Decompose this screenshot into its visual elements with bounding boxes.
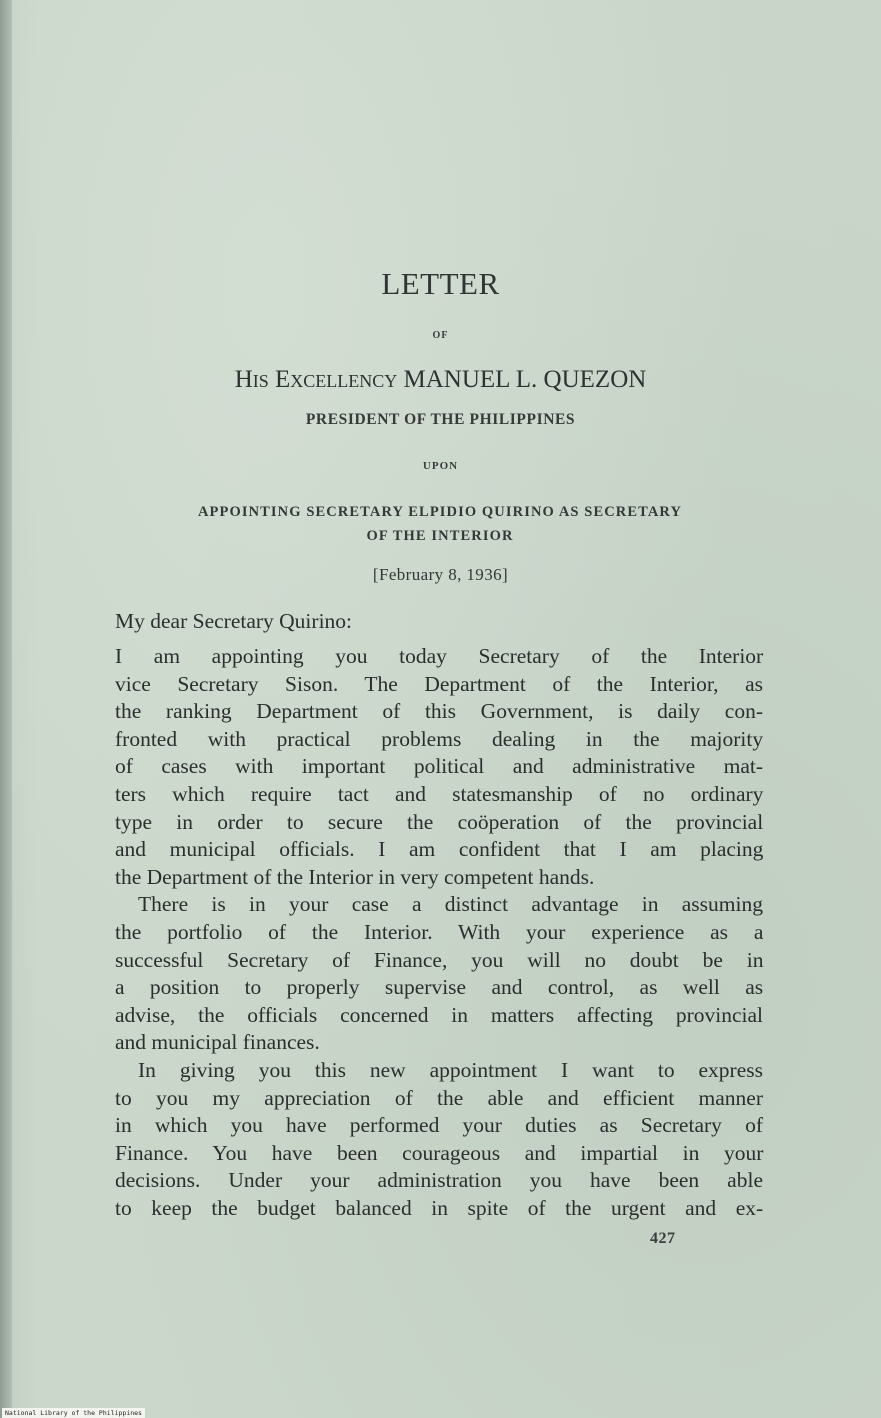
document-title: LETTER: [381, 266, 500, 301]
subject-connector-upon: UPON: [422, 460, 459, 472]
body-line: of cases with important political and administrative mat-: [115, 754, 763, 779]
body-line: decisions. Under your administration you have been able: [115, 1168, 763, 1193]
author-name: MANUEL L. QUEZON: [403, 366, 647, 393]
body-line: successful Secretary of Finance, you will no doubt be in: [115, 947, 764, 972]
body-line: There is in your case a distinct advantage in assuming: [138, 892, 763, 917]
author-honorific: His Excellency: [234, 366, 398, 393]
letter-subject: [108, 500, 772, 548]
body-line: to keep the budget balanced in spite of the urgent and ex-: [115, 1195, 764, 1220]
paragraph-3: [115, 1057, 763, 1223]
body-line: to you my appreciation of the able and efficient manner: [115, 1085, 763, 1110]
paragraph-1: [115, 643, 763, 891]
subject-line-2: OF THE INTERIOR: [366, 528, 514, 544]
body-line: and municipal officials. I am confident that I am placing: [115, 837, 764, 862]
body-line: advise, the officials concerned in matters affecting provincial: [115, 1002, 763, 1027]
body-line: ters which require tact and statesmanship of no ordinary: [115, 781, 764, 806]
body-line: type in order to secure the coöperation of the provincial: [115, 809, 764, 834]
body-line: in which you have performed your duties as Secretary of: [115, 1113, 763, 1138]
body-line: I am appointing you today Secretary of the Interior: [115, 644, 764, 668]
letter-date: [February 8, 1936]: [372, 565, 509, 584]
paragraph-2: [115, 891, 763, 1057]
body-line: the portfolio of the Interior. With your experience as a: [115, 919, 764, 944]
subject-line-1: APPOINTING SECRETARY ELPIDIO QUIRINO AS SECRETARY: [197, 504, 683, 520]
author-position: PRESIDENT OF THE PHILIPPINES: [305, 411, 576, 428]
letter-body: [115, 643, 763, 1222]
body-line: and municipal finances.: [115, 1030, 320, 1055]
page-number: 427: [650, 1230, 676, 1247]
title-connector-of: OF: [432, 330, 449, 341]
source-credit: National Library of the Philippines: [2, 1408, 145, 1418]
body-line: fronted with practical problems dealing in the majority: [115, 726, 764, 751]
author-name-line: [0, 366, 881, 394]
body-line: Finance. You have been courageous and impartial in your: [115, 1140, 764, 1165]
body-line: the ranking Department of this Government, is daily con-: [115, 699, 763, 724]
body-line: a position to properly supervise and control, as well as: [115, 975, 764, 1000]
body-line: In giving you this new appointment I want to express: [138, 1057, 763, 1082]
letter-salutation: My dear Secretary Quirino:: [115, 609, 353, 633]
body-line: the Department of the Interior in very competent hands.: [115, 864, 595, 889]
body-line: vice Secretary Sison. The Department of the Interior, as: [115, 671, 763, 696]
